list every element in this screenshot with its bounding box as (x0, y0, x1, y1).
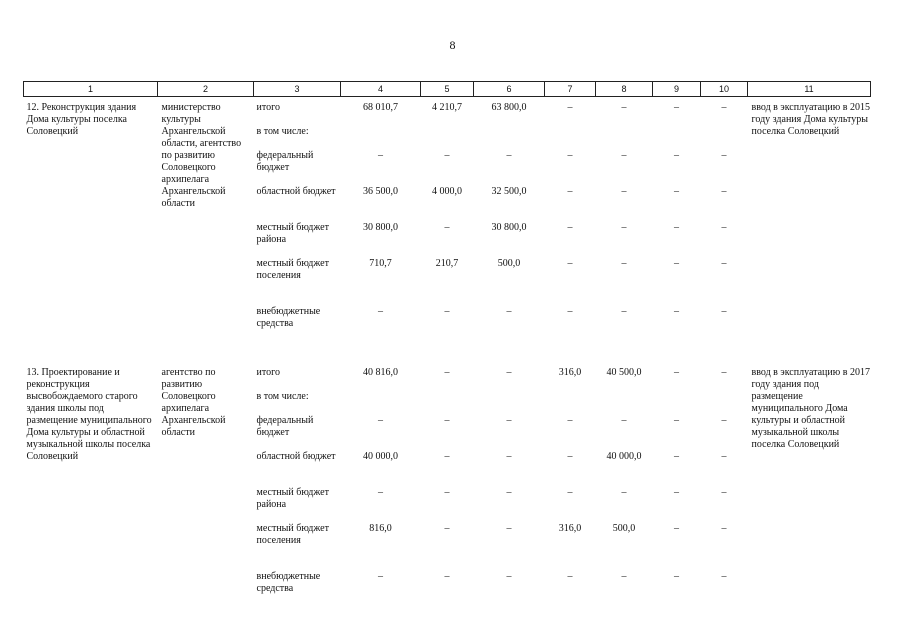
value-cell: – (567, 258, 573, 269)
value-cell: – (567, 571, 573, 582)
value-cell: 40 000,0 (363, 451, 398, 462)
value-cell: – (506, 415, 512, 426)
value-cell: – (506, 367, 512, 378)
value-cell: – (444, 415, 450, 426)
row-spacer (24, 342, 871, 362)
value-cell (474, 126, 545, 150)
value-cell (701, 391, 748, 415)
header-cell: 11 (748, 82, 871, 97)
funding-source-cell: областной бюджет (256, 186, 336, 197)
value-cell: – (444, 571, 450, 582)
value-cell: – (378, 306, 383, 317)
value-cell: 710,7 (369, 258, 392, 269)
expected-result-cell: ввод в эксплуатацию в 2017 году здания под размещение муниципального Дома культуры и областной музыкальной школы поселка Соловецкий (751, 367, 870, 450)
value-cell: – (506, 150, 512, 161)
value-cell: – (444, 523, 450, 534)
funding-source-cell: в том числе: (256, 391, 309, 402)
value-cell: – (674, 571, 679, 582)
table-body (24, 97, 871, 608)
value-cell: – (378, 487, 383, 498)
value-cell: – (721, 186, 727, 197)
funding-source-cell: местный бюджет поселения (256, 258, 329, 281)
value-cell (596, 126, 653, 150)
funding-source-cell: в том числе: (256, 126, 309, 137)
funding-source-cell: итого (256, 102, 280, 113)
value-cell: – (506, 451, 512, 462)
value-cell: – (378, 150, 383, 161)
value-cell: – (721, 258, 727, 269)
value-cell: 68 010,7 (363, 102, 398, 113)
value-cell: – (721, 102, 727, 113)
value-cell: – (621, 186, 627, 197)
header-cell: 2 (158, 82, 254, 97)
value-cell: – (567, 186, 573, 197)
value-cell: – (444, 150, 450, 161)
funding-source-cell: местный бюджет района (256, 487, 329, 510)
value-cell: – (674, 150, 679, 161)
value-cell (545, 391, 596, 415)
value-cell: 816,0 (369, 523, 392, 534)
value-cell (701, 126, 748, 150)
value-cell: 63 800,0 (491, 102, 527, 113)
value-cell: – (721, 306, 727, 317)
value-cell: – (721, 150, 727, 161)
value-cell: 316,0 (558, 367, 582, 378)
value-cell: – (621, 415, 627, 426)
value-cell: – (674, 367, 679, 378)
value-cell: 500,0 (497, 258, 521, 269)
value-cell: – (506, 571, 512, 582)
header-cell: 3 (254, 82, 341, 97)
value-cell: – (674, 487, 679, 498)
activity-name-cell: 13. Проектирование и реконструкция высвобождаемого старого здания школы под размещение муниципального Дома культуры и областной музыкальной школы поселка Соловецкий (26, 367, 152, 462)
value-cell: – (621, 306, 627, 317)
header-cell: 4 (341, 82, 421, 97)
value-cell: – (378, 571, 383, 582)
value-cell: – (621, 150, 627, 161)
value-cell: 40 000,0 (606, 451, 642, 462)
value-cell: – (378, 415, 383, 426)
value-cell (474, 391, 545, 415)
value-cell: – (506, 487, 512, 498)
column-number-header (24, 82, 871, 97)
header-cell: 9 (653, 82, 701, 97)
value-cell: – (674, 258, 679, 269)
value-cell: 40 816,0 (363, 367, 398, 378)
value-cell: – (674, 451, 679, 462)
header-cell: 6 (474, 82, 545, 97)
header-cell: 8 (596, 82, 653, 97)
value-cell: – (444, 487, 450, 498)
funding-source-cell: областной бюджет (256, 451, 336, 462)
value-cell: – (721, 451, 727, 462)
value-cell: – (567, 451, 573, 462)
value-cell: – (721, 222, 727, 233)
value-cell: – (674, 415, 679, 426)
table-row (24, 362, 871, 391)
value-cell: – (444, 306, 450, 317)
value-cell (341, 126, 421, 150)
value-cell (341, 391, 421, 415)
value-cell (545, 126, 596, 150)
value-cell: 36 500,0 (363, 186, 398, 197)
value-cell: – (621, 222, 627, 233)
executor-cell: агентство по развитию Соловецкого архипелага Архангельской области (161, 367, 226, 438)
funding-source-cell: внебюджетные средства (256, 571, 321, 594)
expected-result-cell: ввод в эксплуатацию в 2015 году здания Дома культуры поселка Соловецкий (751, 102, 870, 137)
value-cell: – (506, 523, 512, 534)
value-cell: 4 210,7 (432, 102, 462, 113)
value-cell: – (567, 150, 573, 161)
value-cell: – (721, 367, 727, 378)
value-cell: – (567, 306, 573, 317)
value-cell: 30 800,0 (491, 222, 527, 233)
value-cell: – (674, 222, 679, 233)
header-cell: 7 (545, 82, 596, 97)
value-cell: 500,0 (612, 523, 636, 534)
value-cell (421, 126, 474, 150)
funding-source-cell: местный бюджет поселения (256, 523, 329, 546)
value-cell: – (621, 102, 627, 113)
header-cell: 10 (701, 82, 748, 97)
value-cell: – (567, 222, 573, 233)
value-cell: – (621, 258, 627, 269)
funding-source-cell: федеральный бюджет (256, 415, 314, 438)
value-cell: 4 000,0 (432, 186, 462, 197)
value-cell: – (721, 523, 727, 534)
value-cell: 30 800,0 (363, 222, 398, 233)
value-cell: – (674, 186, 679, 197)
header-cell: 1 (24, 82, 158, 97)
value-cell: – (567, 487, 573, 498)
value-cell (653, 391, 701, 415)
activity-name-cell: 12. Реконструкция здания Дома культуры поселка Соловецкий (26, 102, 137, 137)
funding-source-cell: итого (256, 367, 280, 378)
value-cell: – (506, 306, 512, 317)
header-cell: 5 (421, 82, 474, 97)
value-cell (653, 126, 701, 150)
program-table (23, 81, 871, 607)
value-cell: 316,0 (558, 523, 582, 534)
value-cell: – (444, 451, 450, 462)
value-cell: – (567, 102, 573, 113)
value-cell: 210,7 (435, 258, 459, 269)
value-cell: – (674, 102, 679, 113)
value-cell: – (721, 415, 727, 426)
table-row (24, 97, 871, 127)
funding-source-cell: внебюджетные средства (256, 306, 321, 329)
value-cell: – (621, 571, 627, 582)
value-cell: 32 500,0 (491, 186, 527, 197)
funding-source-cell: местный бюджет района (256, 222, 329, 245)
funding-source-cell: федеральный бюджет (256, 150, 314, 173)
value-cell: – (444, 367, 450, 378)
value-cell (421, 391, 474, 415)
value-cell: – (674, 523, 679, 534)
value-cell: – (444, 222, 450, 233)
executor-cell: министерство культуры Архангельской области, агентство по развитию Соловецкого архипелага Архангельской области (161, 102, 242, 209)
value-cell: – (721, 571, 727, 582)
value-cell (596, 391, 653, 415)
value-cell: 40 500,0 (606, 367, 642, 378)
value-cell: – (621, 487, 627, 498)
value-cell: – (674, 306, 679, 317)
page-number: 8 (449, 38, 456, 52)
value-cell: – (567, 415, 573, 426)
value-cell: – (721, 487, 727, 498)
